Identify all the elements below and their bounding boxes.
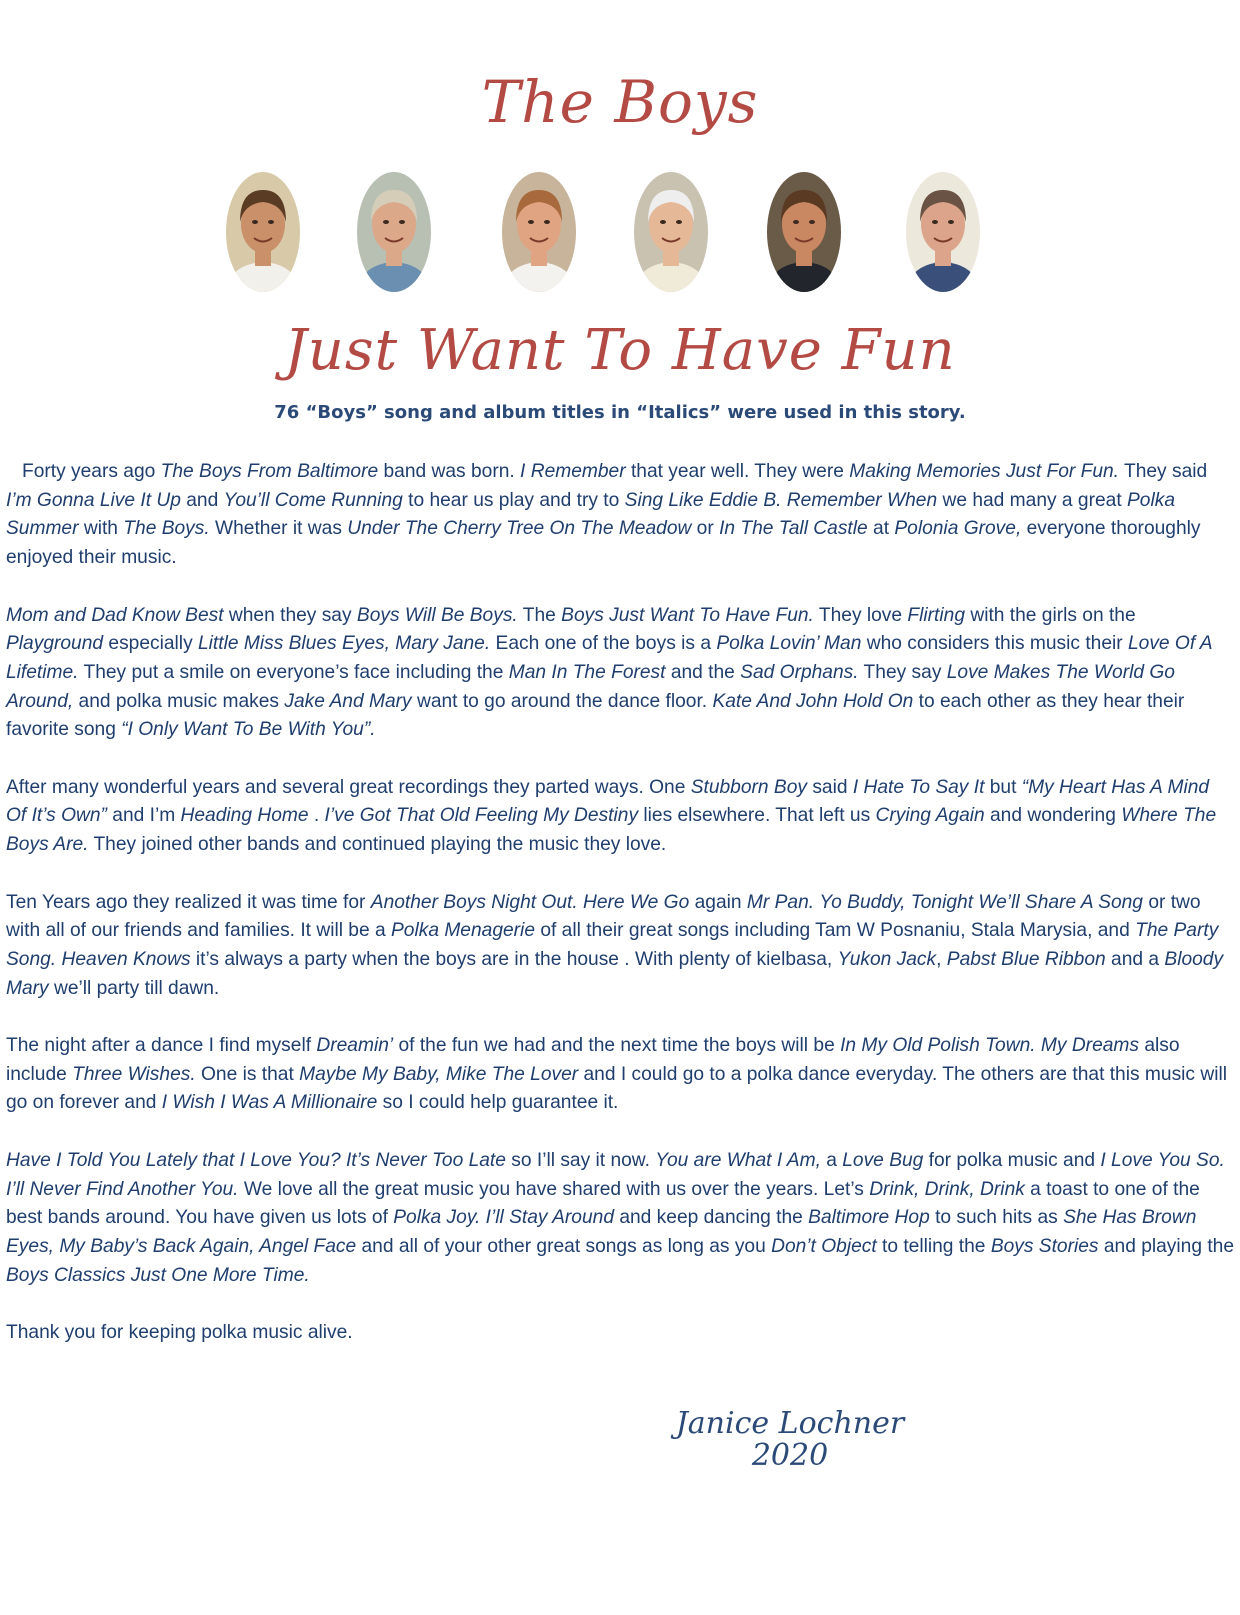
song-title: The Boys.	[123, 518, 210, 540]
song-title: Have I Told You Lately that I Love You? It’s Never Too Late	[6, 1149, 506, 1171]
song-title: I’ll Never Find Another You.	[6, 1178, 239, 1200]
song-title: Yukon Jack	[837, 948, 937, 970]
song-title: Little Miss Blues Eyes, Mary Jane.	[198, 633, 491, 655]
song-title: Mr Pan.	[746, 891, 815, 913]
song-title: Love Of A Lifetime.	[6, 633, 1212, 683]
song-title: Man In The Forest	[508, 661, 666, 683]
song-title: Mom and Dad Know Best	[6, 604, 224, 626]
portrait-5	[767, 172, 841, 292]
story-paragraph: Forty years ago The Boys From Baltimore band was born. I Remember that year well. They were Making Memories Just For Fun. They said I’m Gonna Live It Up and You’ll Come Running to hear us play and try to Sing Like Eddie B. Remember When we had many a great Polka Summer with The Boys. Whether it was Under The Cherry Tree On The Meadow or In The Tall Castle at Polonia Grove, everyone thoroughly enjoyed their music.	[6, 461, 1208, 569]
song-title: You’ll Come Running	[223, 489, 403, 511]
song-title: Crying Again	[875, 805, 985, 827]
song-title: Heading Home	[180, 805, 309, 827]
song-title: Maybe My Baby, Mike The Lover	[299, 1063, 579, 1085]
song-title: She Has Brown Eyes, My Baby’s Back Again, Angel Face	[6, 1207, 1197, 1257]
portrait-3	[502, 172, 576, 292]
song-title: Sing Like Eddie B. Remember When	[624, 489, 938, 511]
song-title: Under The Cherry Tree On The Meadow	[347, 518, 692, 540]
portrait-2	[357, 172, 431, 292]
story-paragraph: Mom and Dad Know Best when they say Boys Will Be Boys. The Boys Just Want To Have Fun. They love Flirting with the girls on the Playground especially Little Miss Blues Eyes, Mary Jane. Each one of the boys is a Polka Lovin’ Man who considers this music their Love Of A Lifetime. They put a smile on everyone’s face including the Man In The Forest and the Sad Orphans. They say Love Makes The World Go Around, and polka music makes Jake And Mary want to go around the dance floor. Kate And John Hold On to each other as they hear their favorite song “I Only Want To Be With You”.	[6, 604, 1212, 741]
song-title: Polka Joy. I’ll Stay Around	[393, 1207, 614, 1229]
song-title: The Boys From Baltimore	[160, 461, 379, 482]
song-title: I Remember	[520, 461, 626, 482]
song-title: The Party Song.	[6, 920, 1219, 970]
song-title: Playground	[6, 633, 104, 655]
song-title: Flirting	[907, 604, 965, 626]
song-title: Drink, Drink, Drink	[869, 1178, 1025, 1200]
song-title: Pabst Blue Ribbon	[946, 948, 1106, 970]
signature	[620, 1408, 960, 1472]
song-title: In My Old Polish Town. My Dreams	[840, 1035, 1139, 1056]
song-title: I’ve Got That Old Feeling My Destiny	[324, 805, 639, 827]
song-title: Another Boys Night Out. Here We Go	[370, 891, 690, 913]
song-title: Kate And John Hold On	[712, 690, 914, 712]
song-title: Boys Will Be Boys.	[356, 604, 518, 626]
song-title: I Love You So.	[1100, 1149, 1225, 1171]
song-title: Polka Lovin’ Man	[716, 633, 862, 655]
song-title: Jake And Mary	[284, 690, 412, 712]
song-title: Sad Orphans.	[740, 661, 859, 683]
page-subtitle: Just Want To Have Fun	[284, 318, 956, 383]
song-title: Stubborn Boy	[690, 776, 807, 798]
song-title: Boys Just Want To Have Fun.	[561, 604, 814, 626]
story-body	[6, 458, 1234, 1376]
song-title: Love Bug	[842, 1149, 924, 1171]
song-title: Boys Classics Just One More Time.	[6, 1264, 310, 1286]
portrait-row	[0, 172, 1240, 296]
song-title: Polka Summer	[6, 489, 1175, 540]
italics-note: 76 “Boys” song and album titles in “Italics” were used in this story.	[274, 402, 966, 423]
song-title: Baltimore Hop	[808, 1207, 930, 1229]
song-title: Where The Boys Are.	[6, 805, 1217, 856]
song-title: Three Wishes.	[72, 1063, 196, 1085]
song-title: In The Tall Castle	[719, 518, 868, 540]
portrait-6	[906, 172, 980, 292]
song-title: You are What I Am,	[655, 1149, 821, 1171]
song-title: Yo Buddy, Tonight We’ll Share A Song	[819, 891, 1143, 913]
song-title: I’m Gonna Live It Up	[6, 489, 181, 511]
story-paragraph: The night after a dance I find myself Dreamin’ of the fun we had and the next time the boys will be In My Old Polish Town. My Dreams also include Three Wishes. One is that Maybe My Baby, Mike The Lover and I could go to a polka dance everyday. The others are that this music will go on forever and I Wish I Was A Millionaire so I could help guarantee it.	[6, 1035, 1227, 1114]
signature-name: Janice Lochner	[675, 1406, 905, 1441]
song-title: Boys Stories	[990, 1235, 1099, 1257]
song-title: Heaven Knows	[61, 948, 191, 970]
story-paragraph: Thank you for keeping polka music alive.	[6, 1322, 353, 1343]
story-paragraph: After many wonderful years and several great recordings they parted ways. One Stubborn Boy said I Hate To Say It but “My Heart Has A Mind Of It’s Own” and I’m Heading Home . I’ve Got That Old Feeling My Destiny lies elsewhere. That left us Crying Again and wondering Where The Boys Are. They joined other bands and continued playing the music they love.	[6, 776, 1217, 856]
song-title: Polonia Grove,	[894, 518, 1022, 540]
song-title: Love Makes The World Go Around,	[6, 661, 1175, 712]
story-paragraph: Ten Years ago they realized it was time for Another Boys Night Out. Here We Go again Mr Pan. Yo Buddy, Tonight We’ll Share A Song or two with all of our friends and families. It will be a Polka Menagerie of all their great songs including Tam W Posnaniu, Stala Marysia, and The Party Song. Heaven Knows it’s always a party when the boys are in the house . With plenty of kielbasa, Yukon Jack, Pabst Blue Ribbon and a Bloody Mary we’ll party till dawn.	[6, 891, 1224, 999]
story-paragraph: Have I Told You Lately that I Love You? It’s Never Too Late so I’ll say it now. You are What I Am, a Love Bug for polka music and I Love You So. I’ll Never Find Another You. We love all the great music you have shared with us over the years. Let’s Drink, Drink, Drink a toast to one of the best bands around. You have given us lots of Polka Joy. I’ll Stay Around and keep dancing the Baltimore Hop to such hits as She Has Brown Eyes, My Baby’s Back Again, Angel Face and all of your other great songs as long as you Don’t Object to telling the Boys Stories and playing the Boys Classics Just One More Time.	[6, 1149, 1235, 1286]
song-title: I Hate To Say It	[852, 776, 985, 798]
song-title: Don’t Object	[771, 1235, 877, 1257]
page-title: The Boys	[481, 68, 759, 136]
song-title: Polka Menagerie	[391, 920, 535, 942]
song-title: I Wish I Was A Millionaire	[161, 1092, 378, 1114]
song-title: Bloody Mary	[6, 948, 1224, 999]
song-title: “My Heart Has A Mind Of It’s Own”	[6, 776, 1210, 827]
portrait-4	[634, 172, 708, 292]
song-title: Making Memories Just For Fun.	[849, 461, 1119, 482]
song-title: “I Only Want To Be With You”.	[121, 719, 376, 741]
portrait-1	[226, 172, 300, 292]
song-title: Dreamin’	[316, 1035, 394, 1056]
signature-year: 2020	[751, 1438, 829, 1473]
